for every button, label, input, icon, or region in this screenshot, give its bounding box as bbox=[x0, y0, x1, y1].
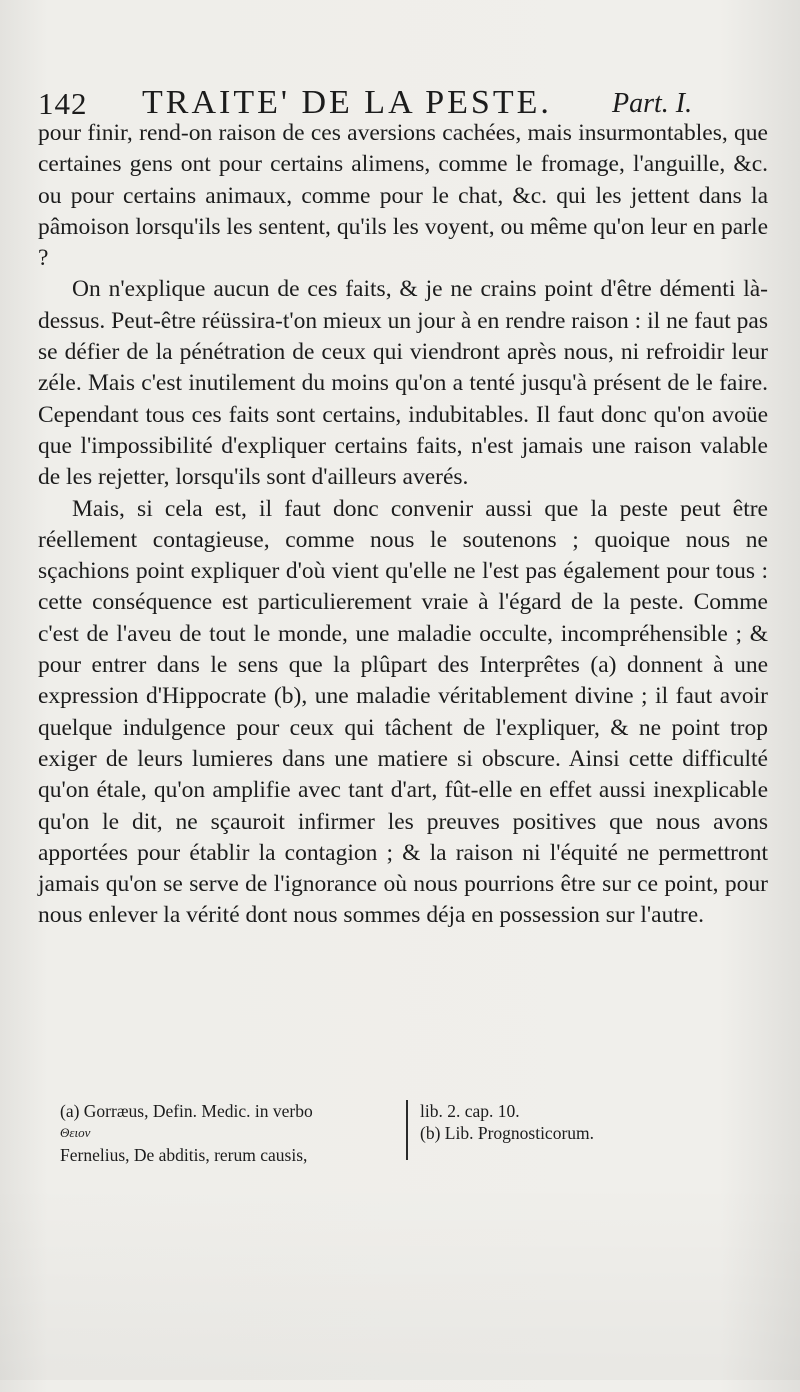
running-part: Part. I. bbox=[612, 88, 693, 119]
paragraph-3: Mais, si cela est, il faut donc convenir aussi que la peste peut être réellement contagieuse, comme nous le soutenons ; quoique nous ne sçachions point expliquer d'où vient qu'elle ne l'est pas également pour tous : cette conséquence est particulierement vraie à l'égard de la peste. Comme c'est de l'aveu de tout le monde, une maladie occulte, incompréhensible ; & pour entrer dans le sens que la plûpart des Interprêtes (a) donnent à une expression d'Hippocrate (b), une maladie véritablement divine ; il faut avoir quelque indulgence pour ceux qui tâchent de l'expliquer, & ne point trop exiger de leurs lumieres dans une matiere si obscure. Ainsi cette difficulté qu'on étale, qu'on amplifie avec tant d'art, fût-elle en effet aussi inexplicable qu'on le dit, ne sçauroit infirmer les preuves positives que nous avons apportées pour établir la contagion ; & la raison ni l'équité ne permettront jamais qu'on se serve de l'ignorance où nous pourrions être sur ce point, pour nous enlever la vérité dont nous sommes déja en possession sur l'autre. bbox=[38, 495, 768, 929]
paragraph-1: pour finir, rend-on raison de ces aversions cachées, mais insurmontables, que certaines gens ont pour certains alimens, comme le fromage, l'anguille, &c. ou pour certains animaux, comme pour le chat, &c. qui les jettent dans la pâmoison lorsqu'ils les sentent, qu'ils les voyent, ou même qu'on leur en parle ? bbox=[38, 120, 768, 272]
footnote-right-column bbox=[420, 1100, 750, 1144]
footnote-a-line2: Fernelius, De abditis, rerum causis, bbox=[60, 1145, 308, 1165]
footnote-divider bbox=[406, 1100, 408, 1160]
footnote-a-continuation: lib. 2. cap. 10. bbox=[420, 1101, 520, 1121]
page-number: 142 bbox=[38, 86, 88, 121]
footnotes bbox=[38, 1098, 768, 1168]
footnote-a bbox=[60, 1100, 430, 1166]
page-bleed-through bbox=[0, 1180, 800, 1380]
body-text bbox=[38, 118, 768, 932]
footnote-b: (b) Lib. Prognosticorum. bbox=[420, 1123, 595, 1143]
paragraph-2: On n'explique aucun de ces faits, & je ne crains point d'être démenti là-dessus. Peut-être réüssira-t'on mieux un jour à en rendre raison : il ne faut pas se défier de la pénétration de ceux qui viendront après nous, ni refroidir leur zéle. Mais c'est inutilement du moins qu'on a tenté jusqu'à présent de le faire. Cependant tous ces faits sont certains, indubitables. Il faut donc qu'on avoüe que l'impossibilité d'expliquer certains faits, n'est jamais une raison valable de les rejetter, lorsqu'ils sont d'ailleurs averés. bbox=[38, 276, 768, 491]
footnote-a-greek: Θειον bbox=[60, 1125, 91, 1140]
footnote-a-line1: (a) Gorræus, Defin. Medic. in verbo bbox=[60, 1101, 313, 1121]
running-title: TRAITE' DE LA PESTE. bbox=[142, 84, 552, 121]
